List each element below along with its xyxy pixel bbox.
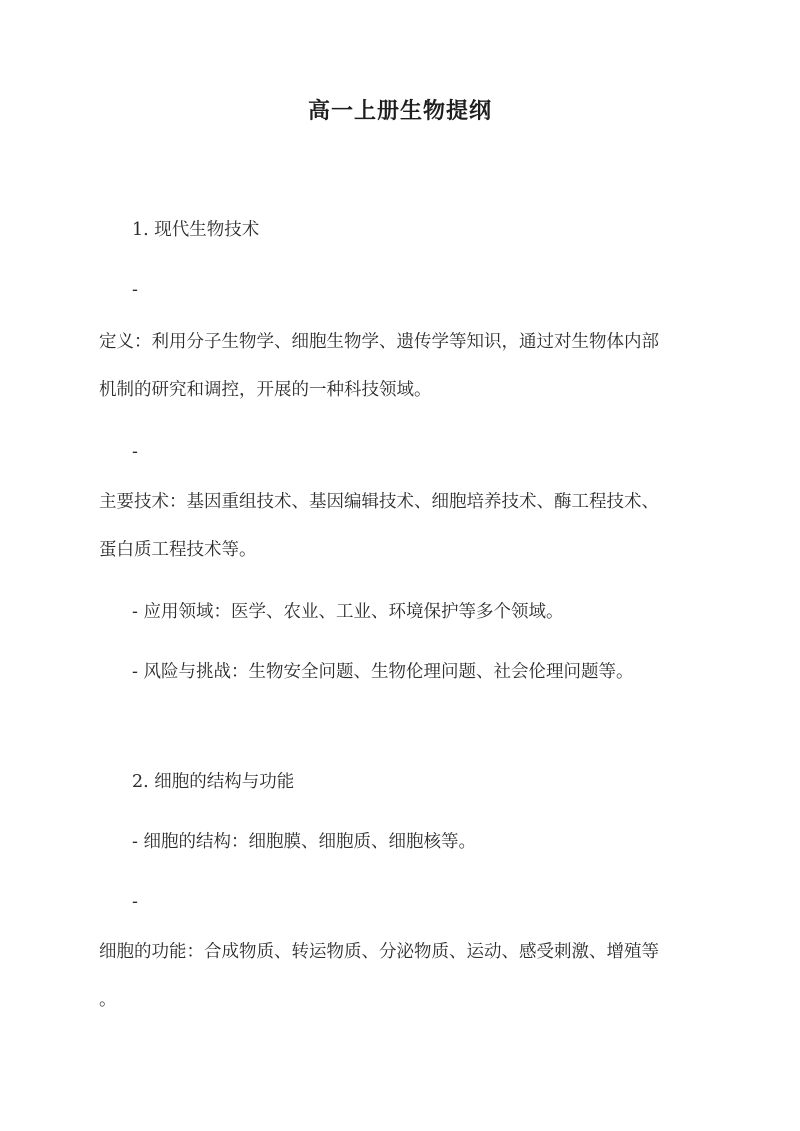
- section-1-application: - 应用领域：医学、农业、工业、环境保护等多个领域。: [132, 602, 564, 622]
- document-title: 高一上册生物提纲: [307, 98, 492, 124]
- section-1-heading: 1. 现代生物技术: [132, 220, 260, 240]
- section-2-dash-1: -: [132, 892, 138, 912]
- section-1-main-tech-line-2: 蛋白质工程技术等。: [99, 540, 257, 560]
- section-1-risk: - 风险与挑战：生物安全问题、生物伦理问题、社会伦理问题等。: [132, 662, 634, 682]
- section-1-main-tech-line-1: 主要技术：基因重组技术、基因编辑技术、细胞培养技术、酶工程技术、: [99, 492, 659, 512]
- section-1-dash-2: -: [132, 442, 138, 462]
- section-2-structure: - 细胞的结构：细胞膜、细胞质、细胞核等。: [132, 832, 476, 852]
- section-1-definition-line-2: 机制的研究和调控，开展的一种科技领域。: [99, 380, 432, 400]
- section-2-function-line-1: 细胞的功能：合成物质、转运物质、分泌物质、运动、感受刺激、增殖等: [99, 942, 659, 962]
- section-2-heading: 2. 细胞的结构与功能: [132, 772, 295, 792]
- section-2-function-line-2: 。: [99, 990, 117, 1010]
- section-1-dash-1: -: [132, 280, 138, 300]
- section-1-definition-line-1: 定义：利用分子生物学、细胞生物学、遗传学等知识，通过对生物体内部: [99, 332, 659, 352]
